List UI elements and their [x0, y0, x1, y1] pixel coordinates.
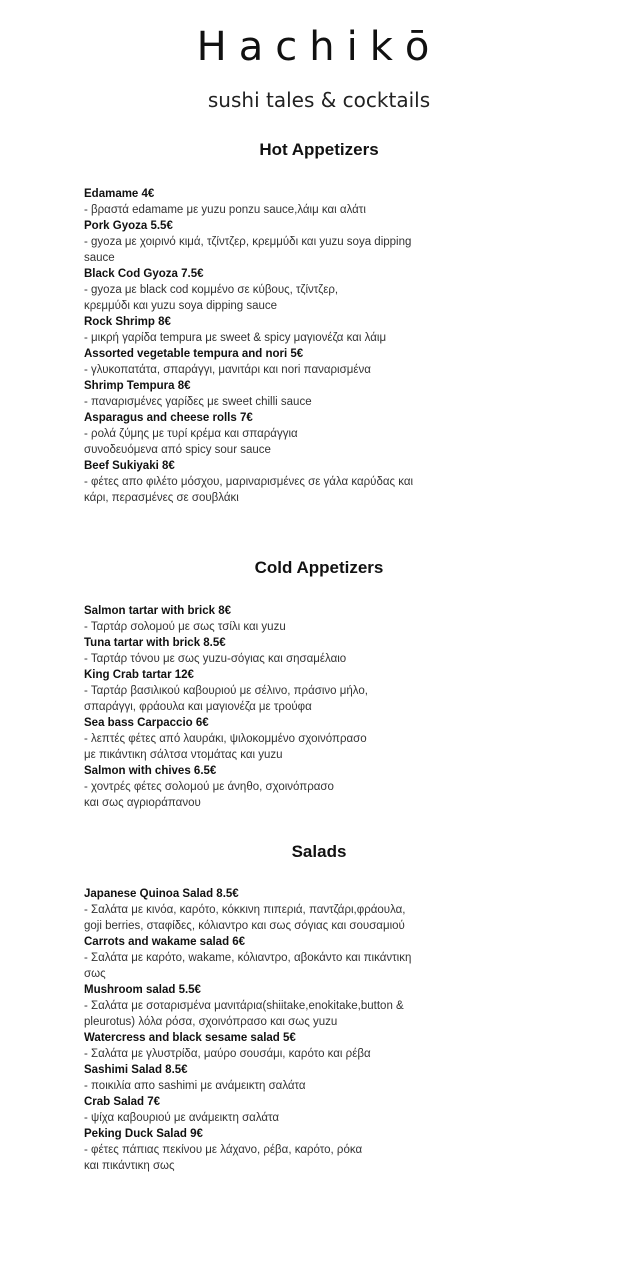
salads-list: [84, 886, 534, 1174]
menu-item: [84, 410, 534, 458]
item-name: Asparagus and cheese rolls 7€: [84, 412, 253, 424]
item-name: Mushroom salad 5.5€: [84, 984, 201, 996]
menu-item: [84, 218, 534, 266]
item-description: - μικρή γαρίδα tempura με sweet & spicy μαγιονέζα και λάιμ: [84, 332, 387, 344]
item-name: Black Cod Gyoza 7.5€: [84, 268, 204, 280]
cold-appetizers-list: [84, 603, 534, 811]
tagline: sushi tales & cocktails: [207, 88, 431, 112]
item-name: Carrots and wakame salad 6€: [84, 936, 246, 948]
item-description: - gyoza με black cod κομμένο σε κύβους, τζίντζερ, κρεμμύδι και yuzu soya dipping sauce: [84, 284, 339, 312]
item-description: - Ταρτάρ βασιλικού καβουριού με σέλινο, πράσινο μήλο, σπαράγγι, φράουλα και μαγιονέζα με τρούφα: [84, 685, 368, 713]
item-description: - παναρισμένες γαρίδες με sweet chilli sauce: [84, 396, 312, 408]
item-description: - φέτες απο φιλέτο μόσχου, μαριναρισμένες σε γάλα καρύδας και κάρι, περασμένες σε σουβλάκι: [84, 476, 414, 504]
hot-appetizers-list: [84, 186, 534, 506]
item-name: Peking Duck Salad 9€: [84, 1128, 203, 1140]
item-name: Assorted vegetable tempura and nori 5€: [84, 348, 304, 360]
menu-item: [84, 1126, 534, 1174]
menu-item: [84, 378, 534, 410]
item-name: Watercress and black sesame salad 5€: [84, 1032, 296, 1044]
item-name: Sashimi Salad 8.5€: [84, 1064, 188, 1076]
menu-item: [84, 186, 534, 218]
menu-item: [84, 603, 534, 635]
menu-item: [84, 982, 534, 1030]
menu-item: [84, 635, 534, 667]
item-name: King Crab tartar 12€: [84, 669, 194, 681]
item-name: Edamame 4€: [84, 188, 155, 200]
item-description: - Σαλάτα με σοταρισμένα μανιτάρια(shiitake,enokitake,button & pleurotus) λόλα ρόσα, σχοινόπρασο και σως yuzu: [84, 1000, 404, 1028]
item-name: Rock Shrimp 8€: [84, 316, 171, 328]
menu-item: [84, 763, 534, 811]
item-description: - χοντρές φέτες σολομού με άνηθο, σχοινόπρασο και σως αγριοράπανου: [84, 781, 334, 809]
item-description: - ψίχα καβουριού με ανάμεικτη σαλάτα: [84, 1112, 280, 1124]
item-description: - γλυκοπατάτα, σπαράγγι, μανιτάρι και nori παναρισμένα: [84, 364, 371, 376]
item-name: Salmon with chives 6.5€: [84, 765, 217, 777]
section-title-salads: Salads: [291, 842, 347, 861]
menu-item: [84, 715, 534, 763]
section-title-hot-appetizers: Hot Appetizers: [259, 140, 379, 159]
item-description: - Ταρτάρ τόνου με σως yuzu-σόγιας και σησαμέλαιο: [84, 653, 347, 665]
item-name: Salmon tartar with brick 8€: [84, 605, 231, 617]
brand-title: Hachikō: [196, 24, 442, 70]
item-description: - ρολά ζύμης με τυρί κρέμα και σπαράγγια συνοδευόμενα από spicy sour sauce: [84, 428, 298, 456]
item-description: - Σαλάτα με κινόα, καρότο, κόκκινη πιπεριά, παντζάρι,φράουλα, goji berries, σταφίδες, κόλιαντρο και σως σόγιας και σουσαμιού: [84, 904, 406, 932]
item-description: - βραστά edamame με yuzu ponzu sauce,λάιμ και αλάτι: [84, 204, 366, 216]
item-description: - Σαλάτα με γλυστρίδα, μαύρο σουσάμι, καρότο και ρέβα: [84, 1048, 371, 1060]
item-name: Japanese Quinoa Salad 8.5€: [84, 888, 239, 900]
menu-item: [84, 346, 534, 378]
item-name: Tuna tartar with brick 8.5€: [84, 637, 226, 649]
menu-item: [84, 1030, 534, 1062]
item-description: - λεπτές φέτες από λαυράκι, ψιλοκομμένο σχοινόπρασο με πικάντικη σάλτσα ντομάτας και yuzu: [84, 733, 367, 761]
menu-item: [84, 458, 534, 506]
item-name: Crab Salad 7€: [84, 1096, 161, 1108]
menu-item: [84, 886, 534, 934]
item-name: Beef Sukiyaki 8€: [84, 460, 175, 472]
item-description: - φέτες πάπιας πεκίνου με λάχανο, ρέβα, καρότο, ρόκα και πικάντικη σως: [84, 1144, 363, 1172]
item-name: Sea bass Carpaccio 6€: [84, 717, 209, 729]
item-description: - gyoza με χοιρινό κιμά, τζίντζερ, κρεμμύδι και yuzu soya dipping sauce: [84, 236, 412, 264]
item-name: Shrimp Tempura 8€: [84, 380, 191, 392]
menu-item: [84, 1094, 534, 1126]
item-description: - Σαλάτα με καρότο, wakame, κόλιαντρο, αβοκάντο και πικάντικη σως: [84, 952, 412, 980]
menu-item: [84, 266, 534, 314]
item-description: - Ταρτάρ σολομού με σως τσίλι και yuzu: [84, 621, 286, 633]
section-title-cold-appetizers: Cold Appetizers: [254, 558, 384, 577]
item-name: Pork Gyoza 5.5€: [84, 220, 173, 232]
menu-item: [84, 667, 534, 715]
menu-item: [84, 314, 534, 346]
menu-item: [84, 934, 534, 982]
item-description: - ποικιλία απο sashimi με ανάμεικτη σαλάτα: [84, 1080, 306, 1092]
menu-item: [84, 1062, 534, 1094]
